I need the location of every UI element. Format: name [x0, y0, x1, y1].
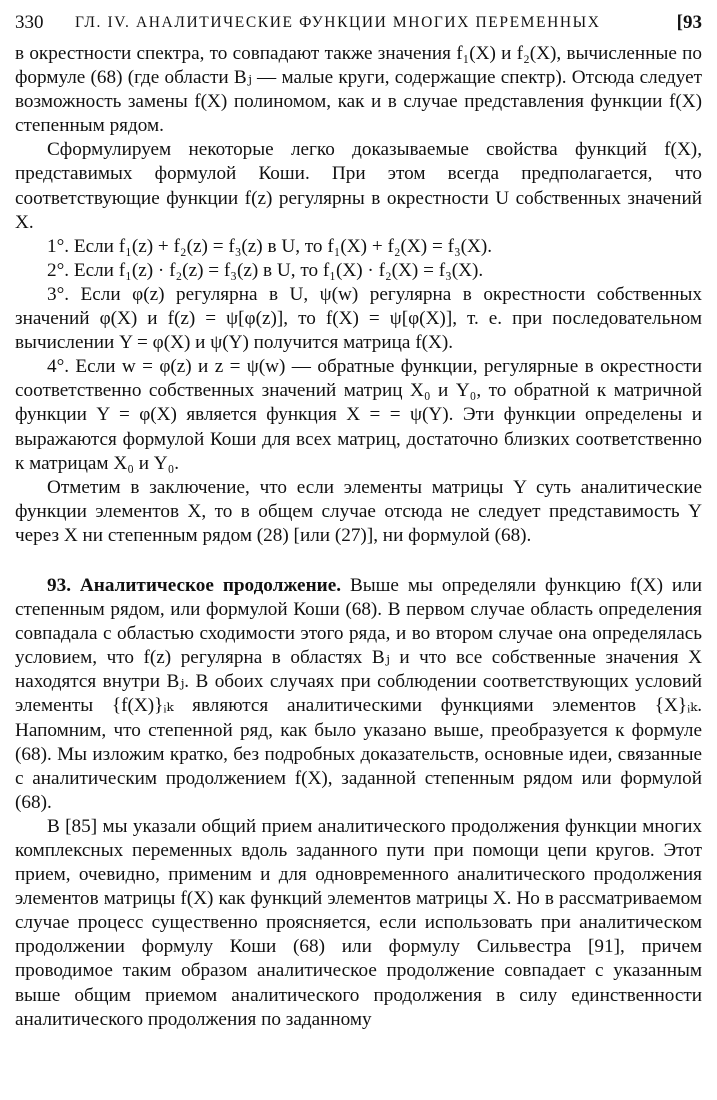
section-gap: [15, 548, 702, 574]
section-reference: [93: [676, 12, 702, 33]
paragraph-properties-intro: Сформулируем некоторые легко доказываемые свойства функций f(X), представимых формулой Коши. При этом всегда предполагается, что соответствующие функции f(z) регулярны в окрестности U собственных значений X.: [15, 139, 702, 233]
running-head: [15, 8, 702, 38]
section-first-paragraph: [15, 574, 702, 815]
section-paragraph-2: В [85] мы указали общий прием аналитического продолжения функции многих комплексных переменных вдоль заданного пути при помощи цепи кругов. Этот прием, очевидно, применим и для одновременного аналитического продолжения элементов матрицы f(X) как функций элементов матрицы X. Но в рассматриваемом случае процесс существенно проясняется, если использовать при аналитическом продолжении формулу Коши (68) или формулу Сильвестра [91], причем проводимое таким образом аналитическое продолжение совпадает с указанным выше общим приемом аналитического продолжения в силу единственности аналитического продолжения по заданному: [15, 815, 702, 1030]
property-4: 4°. Если w = φ(z) и z = ψ(w) — обратные функции, регулярные в окрестности соответственно собственных значений матриц X₀ и Y₀, то обратной к матричной функции Y = φ(X) является функция X = = ψ(Y). Эти функции определены и выражаются формулой Коши для всех матриц, достаточно близких соответственно к матрицам X₀ и Y₀.: [15, 356, 702, 474]
chapter-title: ГЛ. IV. АНАЛИТИЧЕСКИЕ ФУНКЦИИ МНОГИХ ПЕРЕМЕННЫХ: [75, 14, 601, 31]
property-3: 3°. Если φ(z) регулярна в U, ψ(w) регулярна в окрестности собственных значений φ(X) и f(z) = ψ[φ(z)], то f(X) = ψ[φ(X)], т. е. при последовательном вычислении Y = φ(X) и ψ(Y) получится матрица f(X).: [15, 283, 702, 354]
paragraph-continued: в окрестности спектра, то совпадают также значения f₁(X) и f₂(X), вычисленные по формуле (68) (где области Bⱼ — малые круги, содержащие спектр). Отсюда следует возможность замены f(X) полиномом, как и в случае представления функции f(X) степенным рядом.: [15, 43, 702, 137]
page-body: [15, 42, 702, 1032]
section-heading: 93. Аналитическое продолжение.: [47, 574, 342, 596]
property-1: 1°. Если f₁(z) + f₂(z) = f₃(z) в U, то f₁(X) + f₂(X) = f₃(X).: [47, 235, 493, 257]
section-paragraph-1: Выше мы определяли функцию f(X) или степенным рядом, или формулой Коши (68). В первом случае область определения совпадала с областью сходимости этого ряда, и во втором случае она определялась условием, что f(z) регулярна в областях Bⱼ и что все собственные значения X находятся внутри Bⱼ. В обоих случаях при соблюдении соответствующих условий элементы {f(X)}ᵢₖ являются аналитическими функциями элементов {X}ᵢₖ. Напомним, что степенной ряд, как было указано выше, преобразуется к формуле (68). Мы изложим кратко, без подробных доказательств, основные идеи, связанные с аналитическим продолжением f(X), заданной степенным рядом или формулой (68).: [15, 574, 703, 813]
paragraph-conclusion: Отметим в заключение, что если элементы матрицы Y суть аналитические функции элементов X, то в общем случае отсюда не следует представимость Y через X ни степенным рядом (28) [или (27)], ни формулой (68).: [15, 476, 702, 546]
page-number: 330: [15, 12, 44, 33]
book-page: [15, 8, 702, 1032]
property-2: 2°. Если f₁(z) · f₂(z) = f₃(z) в U, то f₁(X) · f₂(X) = f₃(X).: [47, 259, 484, 281]
